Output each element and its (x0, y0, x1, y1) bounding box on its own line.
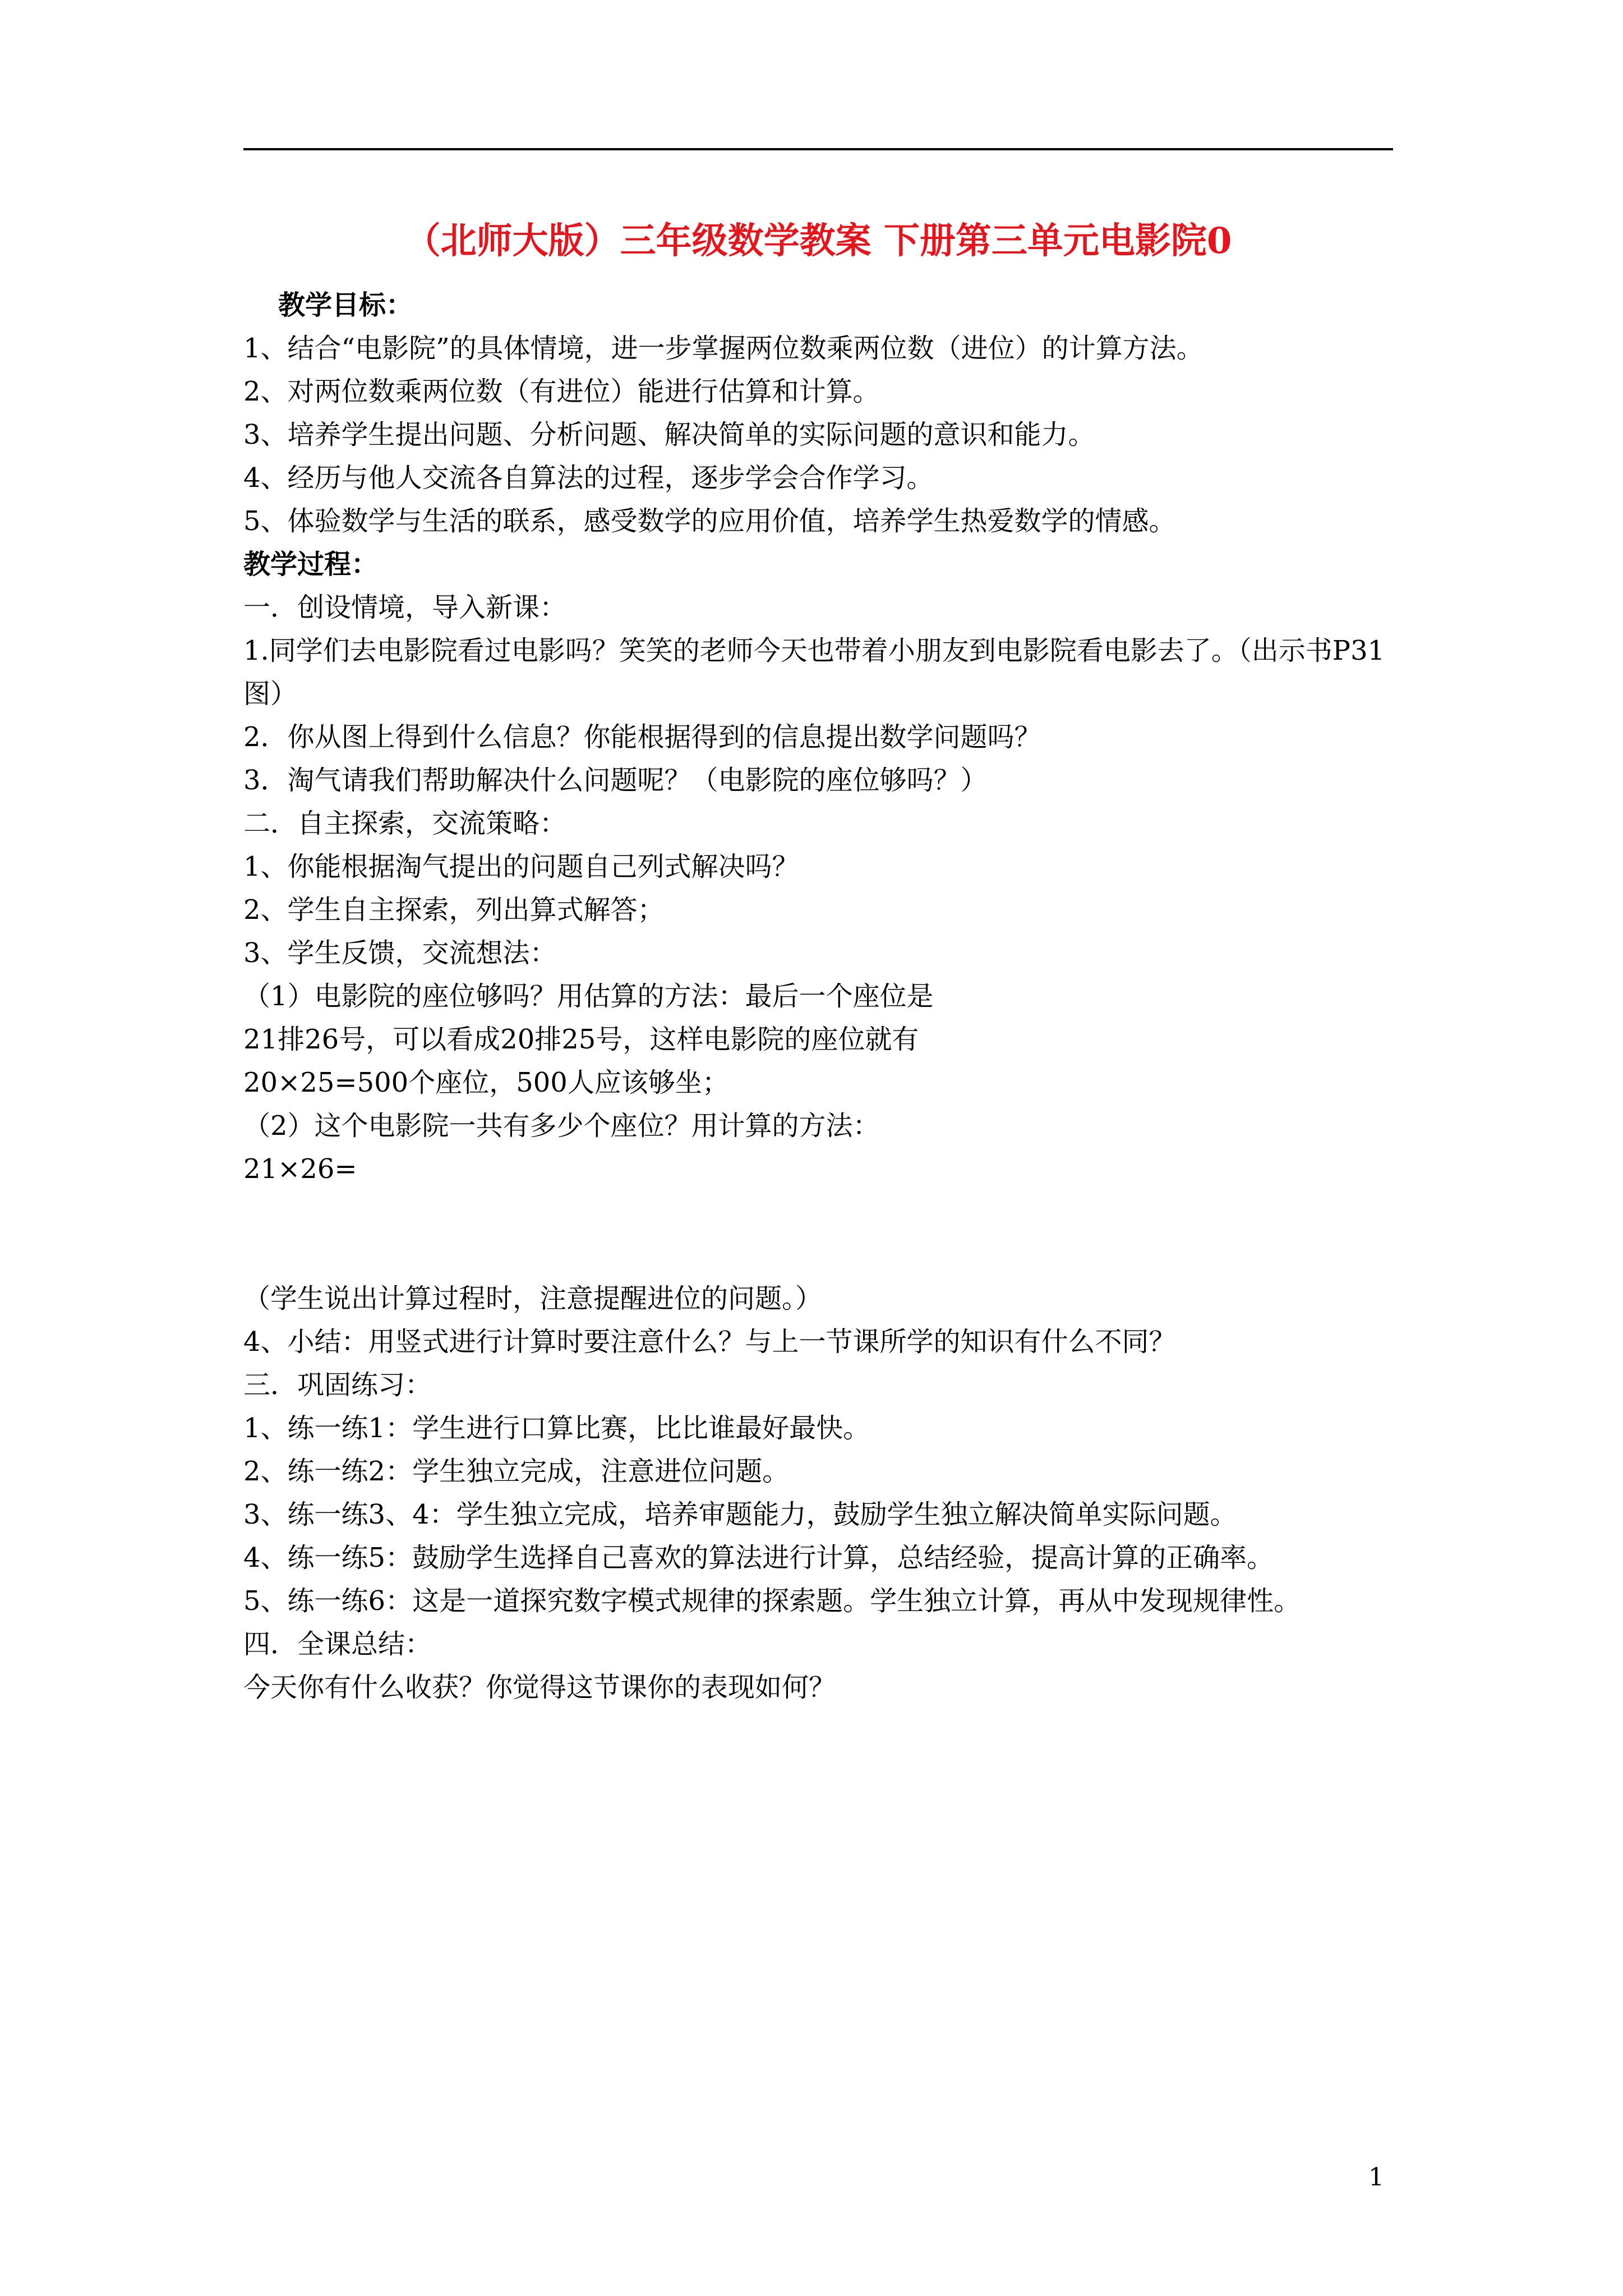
process-heading: 教学过程： (243, 549, 379, 580)
section2-item: 21排26号，可以看成20排25号，这样电影院的座位就有 (243, 1024, 919, 1055)
section1-item: 1.同学们去电影院看过电影吗？笑笑的老师今天也带着小朋友到电影院看电影去了。（出示书P31图） (243, 635, 1385, 710)
header-rule (243, 148, 1393, 150)
objective-item: 1、结合“电影院”的具体情境，进一步掌握两位数乘两位数（进位）的计算方法。 (243, 333, 1204, 364)
objective-item: 3、培养学生提出问题、分析问题、解决简单的实际问题的意识和能力。 (243, 419, 1095, 450)
objectives-heading: 教学目标： (278, 289, 413, 321)
section2-item: 2、学生自主探索，列出算式解答； (243, 894, 665, 926)
objective-item: 2、对两位数乘两位数（有进位）能进行估算和计算。 (243, 376, 880, 407)
section2-item: 20×25=500个座位，500人应该够坐； (243, 1067, 729, 1098)
document-title: （北师大版）三年级数学教案 下册第三单元电影院0 (404, 220, 1232, 262)
section3-item: 2、练一练2：学生独立完成，注意进位问题。 (243, 1456, 790, 1487)
section2-item: 1、你能根据淘气提出的问题自己列式解决吗？ (243, 851, 799, 882)
section3-item: 3、练一练3、4：学生独立完成，培养审题能力，鼓励学生独立解决简单实际问题。 (243, 1499, 1237, 1530)
section2-item: 21×26= (243, 1153, 357, 1185)
section2-item: （1）电影院的座位够吗？用估算的方法：最后一个座位是 (243, 981, 934, 1012)
objective-item: 4、经历与他人交流各自算法的过程，逐步学会合作学习。 (243, 462, 934, 494)
section2-heading: 二．自主探索，交流策略： (243, 808, 567, 839)
section3-item: 5、练一练6：这是一道探究数字模式规律的探索题。学生独立计算，再从中发现规律性。 (243, 1585, 1301, 1617)
section4-heading: 四．全课总结： (243, 1628, 432, 1660)
objective-item: 5、体验数学与生活的联系，感受数学的应用价值，培养学生热爱数学的情感。 (243, 505, 1176, 537)
section2-item: （2）这个电影院一共有多少个座位？用计算的方法： (243, 1110, 880, 1142)
page-number: 1 (1368, 2163, 1384, 2192)
section3-item: 4、练一练5：鼓励学生选择自己喜欢的算法进行计算，总结经验，提高计算的正确率。 (243, 1542, 1274, 1573)
section2-item: 3、学生反馈，交流想法： (243, 937, 557, 969)
section2-summary: 4、小结：用竖式进行计算时要注意什么？与上一节课所学的知识有什么不同？ (243, 1326, 1176, 1358)
section1-item: 3．淘气请我们帮助解决什么问题呢？（电影院的座位够吗？） (243, 765, 988, 796)
section4-text: 今天你有什么收获？你觉得这节课你的表现如何？ (243, 1672, 836, 1703)
section1-heading: 一．创设情境，导入新课： (243, 592, 567, 623)
blank-space (243, 1191, 1399, 1277)
section3-item: 1、练一练1：学生进行口算比赛，比比谁最好最快。 (243, 1412, 870, 1444)
section2-note: （学生说出计算过程时，注意提醒进位的问题。） (243, 1283, 823, 1314)
section3-heading: 三．巩固练习： (243, 1369, 432, 1401)
document-body (243, 284, 1399, 1709)
section1-item: 2．你从图上得到什么信息？你能根据得到的信息提出数学问题吗？ (243, 721, 1041, 753)
